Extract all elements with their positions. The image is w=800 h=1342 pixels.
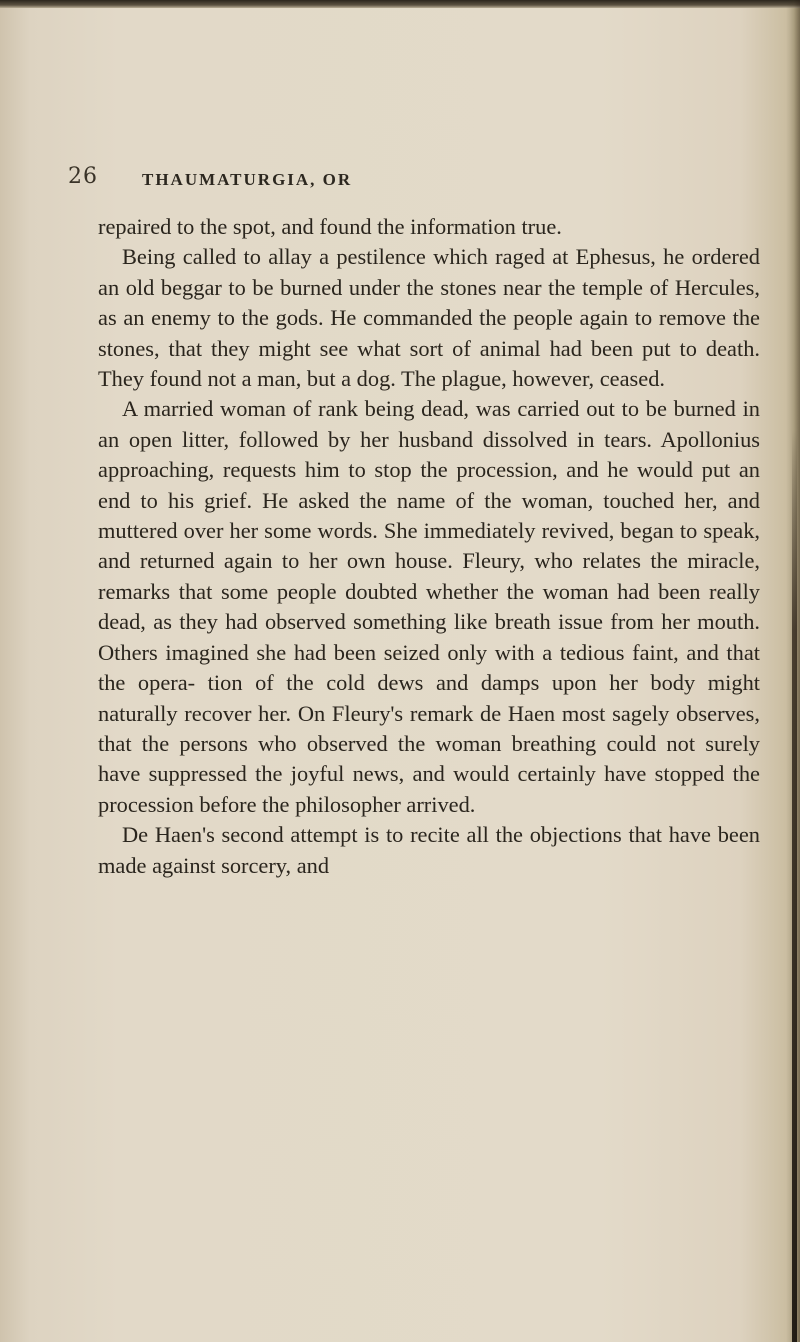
paragraph: Being called to allay a pestilence which raged at Ephesus, he ordered an old beggar to be burned under the stones near the temple of Hercules, as an enemy to the gods. He commanded the people again to remove the stones, that they might see what sort of animal had been put to death. They found not a man, but a dog. The plague, however, ceased. — [98, 244, 760, 392]
page-number: 26 — [68, 164, 98, 189]
paragraph: A married woman of rank being dead, was carried out to be burned in an open litter, followed by her husband dissolved in tears. Apollonius approaching, requests him to stop the procession, and he would put an end to his grief. He asked the name of the woman, touched her, and muttered over her some words. She immediately revived, began to speak, and returned again to her own house. Fleury, who relates the miracle, remarks that some people doubted whether the woman had been really dead, as they had observed something like breath issue from her mouth. Others imagined she had been seized only with a tedious faint, and that the opera- tion of the cold dews and damps upon her body might naturally recover her. On Fleury's remark de Haen most sagely observes, that the persons who observed the woman breathing could not surely have suppressed the joyful news, and would certainly have stopped the procession before the philosopher arrived. — [98, 396, 760, 817]
paragraph: repaired to the spot, and found the information true. — [98, 214, 562, 239]
running-head: THAUMATURGIA, OR — [142, 170, 353, 189]
paragraph: De Haen's second attempt is to recite all the objections that have been made against sorcery, and — [98, 822, 760, 878]
body-text — [98, 212, 760, 881]
spine-edge — [792, 430, 797, 1342]
scan-top-edge — [0, 0, 800, 8]
